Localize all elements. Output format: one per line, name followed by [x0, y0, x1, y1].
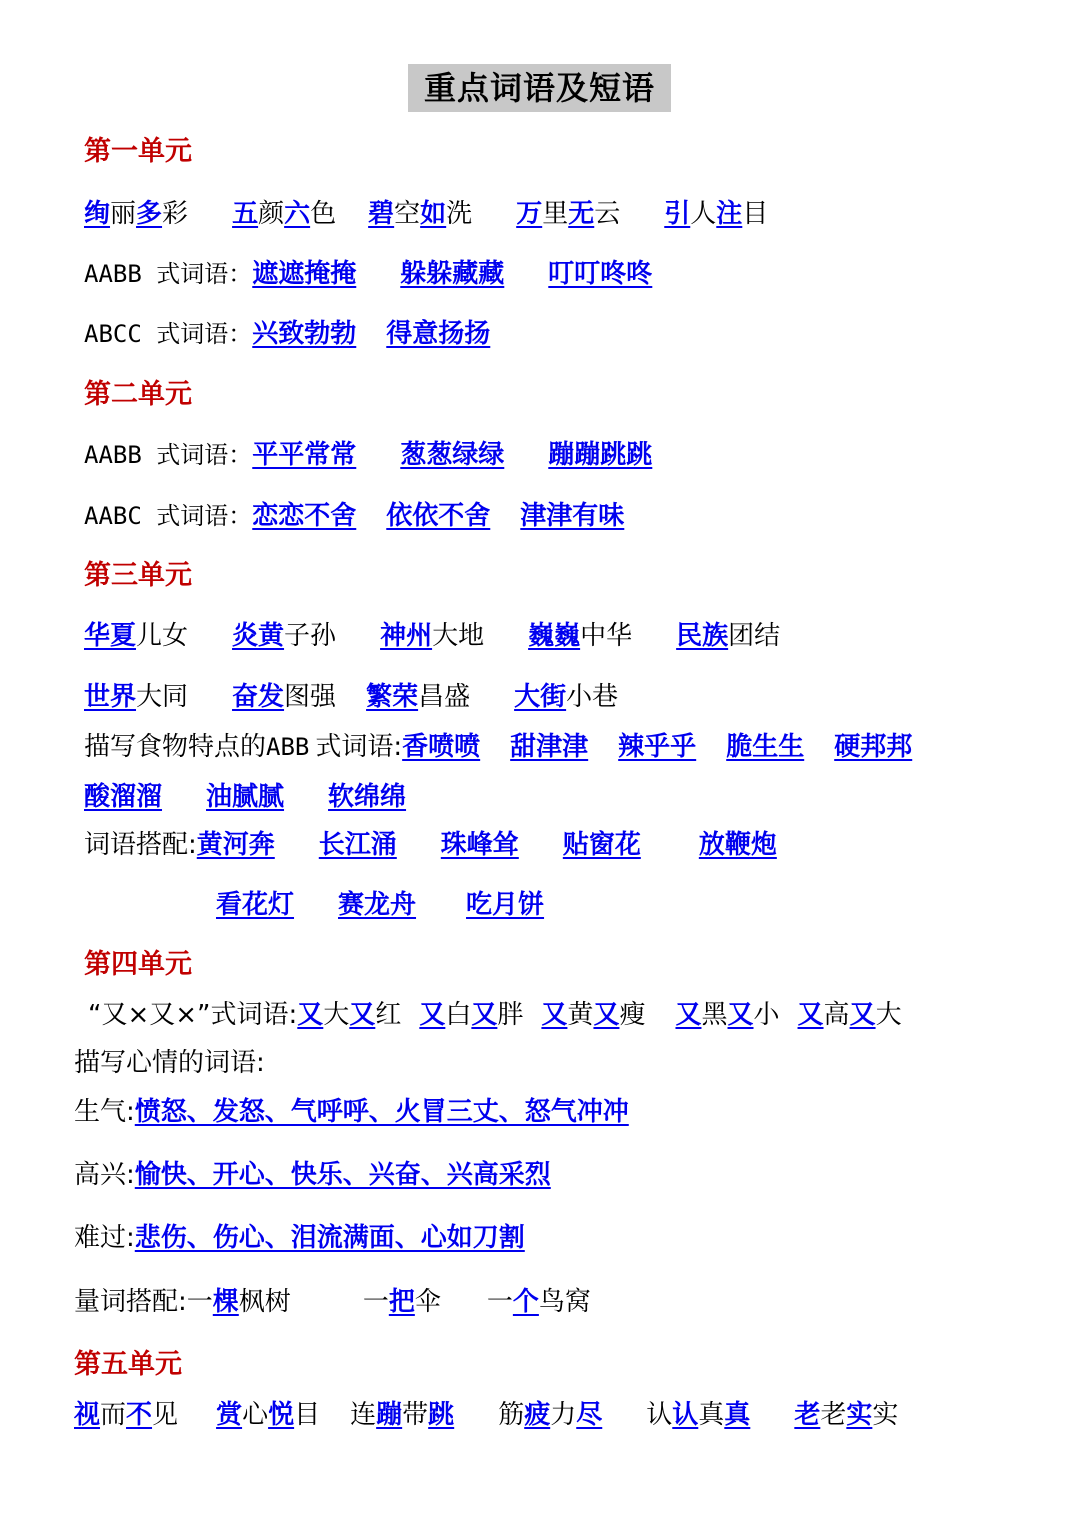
plain-char: 里	[542, 199, 569, 229]
highlighted-word: 蹦蹦跳跳	[548, 440, 653, 470]
highlighted-char: 又	[419, 1000, 446, 1030]
highlighted-char: 疲	[524, 1400, 551, 1430]
plain-char: 大	[323, 1000, 350, 1030]
plain-char: 人	[690, 199, 717, 229]
plain-char: 丽	[110, 199, 137, 229]
highlighted-char: 又	[349, 1000, 376, 1030]
unit2-heading: 第二单元	[84, 379, 192, 410]
plain-char: 力	[550, 1400, 577, 1430]
sad-label: 难过:	[74, 1223, 135, 1253]
unit3-idiom-row-2	[84, 679, 618, 715]
highlighted-word: 香喷喷	[402, 732, 481, 762]
highlighted-char: 真	[724, 1400, 751, 1430]
highlighted-word: 黄河奔	[196, 830, 275, 860]
highlighted-word: 躲躲藏藏	[400, 259, 505, 289]
highlighted-char: 多	[136, 199, 163, 229]
highlighted-char: 尽	[576, 1400, 603, 1430]
plain-char: 连	[350, 1400, 377, 1430]
phrase	[232, 196, 336, 232]
plain-char: 而	[100, 1400, 127, 1430]
highlighted-char: 实	[846, 1400, 873, 1430]
sad-words: 悲伤、伤心、泪流满面、心如刀割	[134, 1223, 525, 1253]
plain-char: 云	[594, 199, 621, 229]
phrase	[794, 1397, 898, 1433]
unit4-heading: 第四单元	[84, 949, 192, 980]
highlighted-char: 华夏	[84, 621, 137, 651]
mood-angry-row	[74, 1094, 629, 1130]
highlighted-word: 遮遮掩掩	[252, 259, 357, 289]
highlighted-char: 碧	[368, 199, 395, 229]
highlighted-char: 民族	[676, 621, 729, 651]
highlighted-char: 大街	[514, 682, 567, 712]
plain-char: 空	[394, 199, 421, 229]
phrase	[84, 196, 188, 232]
plain-char: 枫树	[238, 1287, 291, 1317]
highlighted-word: 恋恋不舍	[252, 501, 357, 531]
highlighted-word: 赛龙舟	[338, 890, 417, 920]
highlighted-char: 把	[388, 1287, 415, 1317]
phrase	[297, 997, 401, 1033]
mood-label: 描写心情的词语:	[74, 1048, 265, 1078]
plain-char: 真	[698, 1400, 725, 1430]
highlighted-char: 万	[516, 199, 543, 229]
highlighted-char: 又	[849, 1000, 876, 1030]
highlighted-char: 跳	[428, 1400, 455, 1430]
highlighted-char: 又	[541, 1000, 568, 1030]
highlighted-char: 奋发	[232, 682, 285, 712]
plain-char: 大同	[136, 682, 189, 712]
phrase	[232, 618, 336, 654]
unit3-abb-row	[84, 729, 912, 765]
unit1-heading: 第一单元	[84, 136, 192, 167]
unit2-aabc-row	[84, 498, 624, 534]
highlighted-word: 得意扬扬	[386, 319, 491, 349]
abcc-label: ABCC 式词语：	[84, 320, 253, 348]
highlighted-word: 贴窗花	[562, 830, 641, 860]
phrase	[380, 618, 484, 654]
highlighted-word: 吃月饼	[466, 890, 545, 920]
angry-words: 愤怒、发怒、气呼呼、火冒三丈、怒气冲冲	[134, 1097, 629, 1127]
highlighted-char: 又	[593, 1000, 620, 1030]
highlighted-char: 棵	[212, 1287, 239, 1317]
plain-char: 图强	[284, 682, 337, 712]
unit4-youyou-row	[88, 997, 902, 1033]
highlighted-char: 个	[512, 1287, 539, 1317]
phrase	[664, 196, 768, 232]
phrase	[366, 679, 470, 715]
highlighted-word: 珠峰耸	[440, 830, 519, 860]
highlighted-char: 老	[794, 1400, 821, 1430]
phrase	[516, 196, 620, 232]
phrase	[498, 1397, 602, 1433]
highlighted-char: 悦	[268, 1400, 295, 1430]
highlighted-char: 视	[74, 1400, 101, 1430]
phrase	[514, 679, 618, 715]
highlighted-word: 看花灯	[216, 890, 295, 920]
plain-char: 老	[820, 1400, 847, 1430]
plain-char: 昌盛	[418, 682, 471, 712]
unit3-heading: 第三单元	[84, 560, 192, 591]
unit2-aabb-row	[84, 437, 652, 473]
phrase	[74, 1397, 178, 1433]
highlighted-word: 葱葱绿绿	[400, 440, 505, 470]
highlighted-char: 如	[420, 199, 447, 229]
mood-sad-row	[74, 1220, 525, 1256]
plain-char: 胖	[497, 1000, 524, 1030]
plain-char: 黄	[567, 1000, 594, 1030]
phrase	[187, 1284, 291, 1320]
abb-label-latin: ABB	[266, 733, 310, 761]
plain-char: 儿女	[136, 621, 189, 651]
highlighted-word: 依依不舍	[386, 501, 491, 531]
unit1-idiom-row	[84, 196, 768, 232]
plain-char: 大地	[432, 621, 485, 651]
measure-label: 量词搭配:	[74, 1287, 187, 1317]
youyou-label: “又×又×”式词语:	[88, 1000, 298, 1030]
abb-label-suffix: 式词语:	[315, 732, 403, 762]
plain-char: 颜	[258, 199, 285, 229]
plain-char: 实	[872, 1400, 899, 1430]
highlighted-word: 甜津津	[510, 732, 589, 762]
plain-char: 一	[186, 1287, 213, 1317]
unit3-pair-row	[84, 827, 777, 863]
plain-char: 白	[445, 1000, 472, 1030]
highlighted-word: 放鞭炮	[698, 830, 777, 860]
highlighted-char: 又	[727, 1000, 754, 1030]
plain-char: 心	[242, 1400, 269, 1430]
plain-char: 中华	[580, 621, 633, 651]
plain-char: 小巷	[566, 682, 619, 712]
measure-row	[74, 1284, 591, 1320]
unit3-abb-row-2	[84, 779, 406, 815]
page-title: 重点词语及短语	[408, 64, 671, 112]
phrase	[363, 1284, 441, 1320]
abb-label-text: 描写食物特点的	[84, 732, 267, 762]
plain-char: 红	[375, 1000, 402, 1030]
plain-char: 团结	[728, 621, 781, 651]
highlighted-word: 脆生生	[726, 732, 805, 762]
highlighted-char: 蹦	[376, 1400, 403, 1430]
phrase	[676, 618, 780, 654]
plain-char: 高	[823, 1000, 850, 1030]
plain-char: 小	[753, 1000, 780, 1030]
happy-label: 高兴:	[74, 1160, 135, 1190]
highlighted-char: 又	[675, 1000, 702, 1030]
mood-happy-row	[74, 1157, 551, 1193]
highlighted-word: 平平常常	[252, 440, 357, 470]
phrase	[487, 1284, 591, 1320]
plain-char: 子孙	[284, 621, 337, 651]
phrase	[84, 618, 188, 654]
highlighted-char: 赏	[216, 1400, 243, 1430]
plain-char: 鸟窝	[538, 1287, 591, 1317]
highlighted-char: 巍巍	[528, 621, 581, 651]
highlighted-char: 又	[297, 1000, 324, 1030]
plain-char: 一	[362, 1287, 389, 1317]
highlighted-word: 兴致勃勃	[252, 319, 357, 349]
highlighted-char: 炎黄	[232, 621, 285, 651]
highlighted-char: 又	[471, 1000, 498, 1030]
phrase	[528, 618, 632, 654]
plain-char: 瘦	[619, 1000, 646, 1030]
happy-words: 愉快、开心、快乐、兴奋、兴高采烈	[134, 1160, 551, 1190]
plain-char: 见	[152, 1400, 179, 1430]
unit3-idiom-row-1	[84, 618, 780, 654]
phrase	[798, 997, 902, 1033]
highlighted-char: 世界	[84, 682, 137, 712]
highlighted-char: 六	[284, 199, 311, 229]
phrase	[541, 997, 645, 1033]
plain-char: 筋	[498, 1400, 525, 1430]
highlighted-word: 酸溜溜	[84, 782, 163, 812]
highlighted-word: 油腻腻	[206, 782, 285, 812]
highlighted-char: 无	[568, 199, 595, 229]
plain-char: 洗	[446, 199, 473, 229]
highlighted-char: 认	[672, 1400, 699, 1430]
unit5-idiom-row	[74, 1397, 898, 1433]
highlighted-char: 五	[232, 199, 259, 229]
plain-char: 伞	[414, 1287, 441, 1317]
highlighted-word: 长江涌	[318, 830, 397, 860]
unit1-abcc-row	[84, 316, 490, 352]
highlighted-word: 津津有味	[520, 501, 625, 531]
phrase	[646, 1397, 750, 1433]
plain-char: 色	[310, 199, 337, 229]
plain-char: 带	[402, 1400, 429, 1430]
highlighted-char: 神州	[380, 621, 433, 651]
phrase	[232, 679, 336, 715]
phrase	[419, 997, 523, 1033]
phrase	[368, 196, 472, 232]
unit3-pair-row-2	[216, 887, 544, 923]
angry-label: 生气:	[74, 1097, 135, 1127]
plain-char: 目	[294, 1400, 321, 1430]
phrase	[350, 1397, 454, 1433]
aabc-label: AABC 式词语：	[84, 502, 253, 530]
plain-char: 目	[742, 199, 769, 229]
aabb-label: AABB 式词语：	[84, 441, 253, 469]
plain-char: 一	[486, 1287, 513, 1317]
phrase	[84, 679, 188, 715]
pair-label: 词语搭配:	[84, 830, 197, 860]
highlighted-char: 又	[797, 1000, 824, 1030]
plain-char: 黑	[701, 1000, 728, 1030]
highlighted-word: 硬邦邦	[834, 732, 913, 762]
phrase	[675, 997, 779, 1033]
unit1-aabb-row	[84, 256, 652, 292]
highlighted-word: 辣乎乎	[618, 732, 697, 762]
highlighted-word: 叮叮咚咚	[548, 259, 653, 289]
plain-char: 彩	[162, 199, 189, 229]
aabb-label: AABB 式词语：	[84, 260, 253, 288]
plain-char: 大	[875, 1000, 902, 1030]
plain-char: 认	[646, 1400, 673, 1430]
highlighted-char: 繁荣	[366, 682, 419, 712]
phrase	[216, 1397, 320, 1433]
highlighted-char: 不	[126, 1400, 153, 1430]
highlighted-char: 注	[716, 199, 743, 229]
highlighted-char: 引	[664, 199, 691, 229]
highlighted-word: 软绵绵	[328, 782, 407, 812]
highlighted-char: 绚	[84, 199, 111, 229]
unit5-heading: 第五单元	[74, 1349, 182, 1380]
